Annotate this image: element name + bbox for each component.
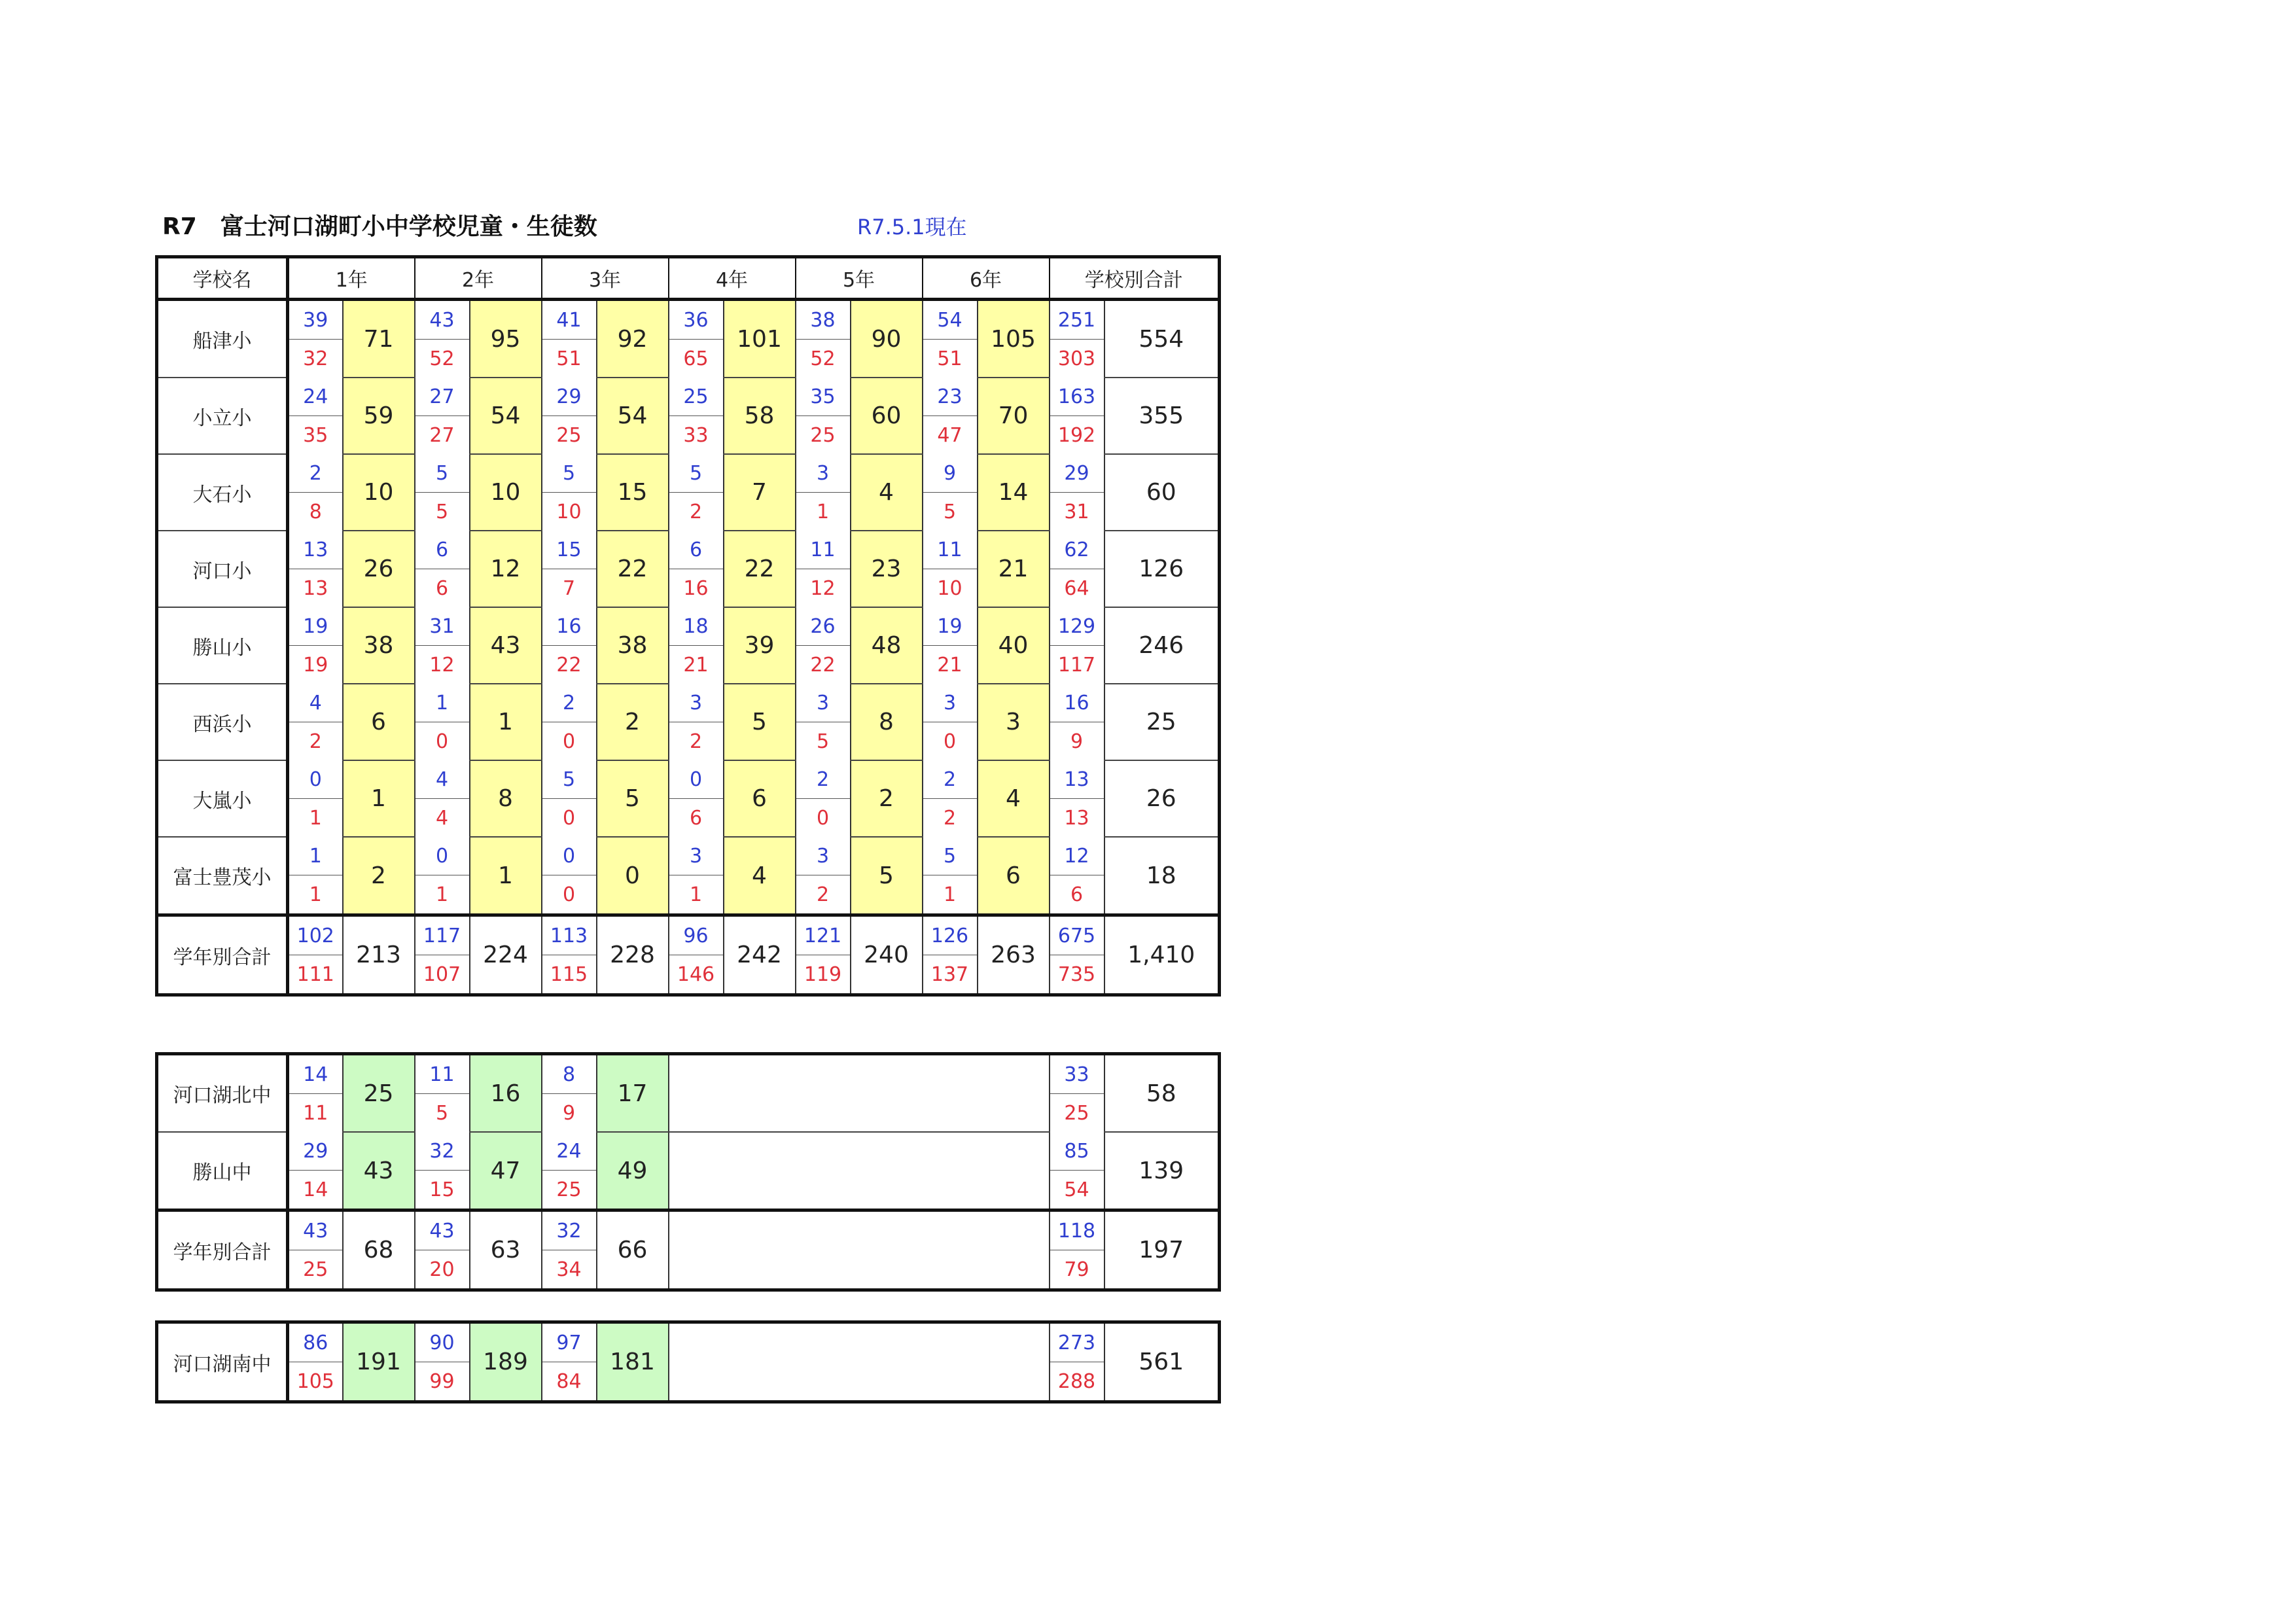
grade-total: 63 [470, 1210, 542, 1290]
grade-total: 12 [470, 531, 542, 607]
school-name: 勝山中 [157, 1132, 288, 1210]
boys-count: 0 [415, 837, 470, 875]
boys-count: 43 [415, 300, 470, 340]
girls-count: 2 [796, 875, 851, 915]
grade-total: 22 [724, 531, 796, 607]
school-name: 河口小 [157, 531, 288, 607]
school-boys-total: 273 [1050, 1322, 1104, 1362]
school-boys-total: 163 [1050, 378, 1104, 416]
table-row [157, 684, 1220, 722]
boys-count: 1 [415, 684, 470, 722]
grade-total: 38 [597, 607, 669, 684]
grade-total: 14 [978, 454, 1050, 531]
girls-count: 99 [415, 1362, 470, 1402]
table-row [157, 378, 1220, 416]
table-row-girls [157, 340, 1220, 378]
girls-count: 1 [288, 799, 343, 838]
girls-count: 107 [415, 955, 470, 995]
school-boys-total: 13 [1050, 760, 1104, 799]
grade-total: 5 [724, 684, 796, 760]
grade-total: 8 [470, 760, 542, 837]
girls-count: 1 [923, 875, 978, 915]
grade-total: 181 [597, 1322, 669, 1402]
boys-count: 5 [923, 837, 978, 875]
girls-count: 0 [542, 722, 597, 761]
grade-total: 90 [851, 300, 923, 378]
girls-count: 33 [669, 416, 724, 455]
boys-count: 41 [542, 300, 597, 340]
girls-count: 115 [542, 955, 597, 995]
as-of-date: R7.5.1現在 [857, 215, 967, 239]
boys-count: 36 [669, 300, 724, 340]
boys-count: 27 [415, 378, 470, 416]
girls-count: 6 [669, 799, 724, 838]
boys-count: 14 [288, 1054, 343, 1094]
girls-count: 7 [542, 569, 597, 608]
boys-count: 35 [796, 378, 851, 416]
grade-total: 228 [597, 915, 669, 995]
school-girls-total: 13 [1050, 799, 1104, 838]
girls-count: 52 [796, 340, 851, 378]
school-boys-total: 16 [1050, 684, 1104, 722]
grade-total: 95 [470, 300, 542, 378]
header-grade: 1年 [288, 257, 415, 300]
boys-count: 6 [415, 531, 470, 569]
girls-count: 19 [288, 646, 343, 684]
table-row [157, 607, 1220, 646]
boys-count: 54 [923, 300, 978, 340]
school-boys-total: 85 [1050, 1132, 1104, 1171]
boys-count: 23 [923, 378, 978, 416]
boys-count: 5 [542, 454, 597, 493]
girls-count: 2 [288, 722, 343, 761]
header-row [157, 257, 1220, 300]
table-row-girls [157, 875, 1220, 915]
table-row-girls [157, 416, 1220, 455]
boys-count: 0 [669, 760, 724, 799]
grade-total: 213 [343, 915, 415, 995]
girls-count: 51 [923, 340, 978, 378]
header-school-name: 学校名 [157, 257, 288, 300]
boys-count: 96 [669, 915, 724, 955]
girls-count: 5 [796, 722, 851, 761]
girls-count: 47 [923, 416, 978, 455]
girls-count: 27 [415, 416, 470, 455]
boys-count: 121 [796, 915, 851, 955]
girls-count: 1 [796, 493, 851, 531]
grade-total: 4 [851, 454, 923, 531]
school-total: 58 [1104, 1054, 1220, 1133]
school-name: 学年別合計 [157, 1210, 288, 1290]
school-name: 大石小 [157, 454, 288, 531]
boys-count: 3 [796, 837, 851, 875]
grade-total: 4 [724, 837, 796, 915]
boys-count: 11 [415, 1054, 470, 1094]
table-row-girls [157, 722, 1220, 761]
girls-count: 146 [669, 955, 724, 995]
girls-count: 16 [669, 569, 724, 608]
grade-total: 68 [343, 1210, 415, 1290]
girls-count: 9 [542, 1094, 597, 1133]
school-girls-total: 303 [1050, 340, 1104, 378]
table-row-girls [157, 955, 1220, 995]
school-girls-total: 192 [1050, 416, 1104, 455]
girls-count: 8 [288, 493, 343, 531]
grade-total: 10 [343, 454, 415, 531]
girls-count: 4 [415, 799, 470, 838]
boys-count: 11 [796, 531, 851, 569]
girls-count: 13 [288, 569, 343, 608]
school-boys-total: 118 [1050, 1210, 1104, 1250]
grade-total: 10 [470, 454, 542, 531]
table-row [157, 915, 1220, 955]
grade-total: 2 [851, 760, 923, 837]
boys-count: 24 [288, 378, 343, 416]
school-girls-total: 79 [1050, 1250, 1104, 1290]
boys-count: 3 [796, 684, 851, 722]
school-name: 船津小 [157, 300, 288, 378]
school-boys-total: 12 [1050, 837, 1104, 875]
grade-total: 17 [597, 1054, 669, 1133]
boys-count: 11 [923, 531, 978, 569]
table-row [157, 454, 1220, 493]
table-row [157, 837, 1220, 875]
boys-count: 16 [542, 607, 597, 646]
boys-count: 26 [796, 607, 851, 646]
grade-total: 26 [343, 531, 415, 607]
grade-total: 0 [597, 837, 669, 915]
grade-total: 71 [343, 300, 415, 378]
girls-count: 11 [288, 1094, 343, 1133]
school-name: 河口湖南中 [157, 1322, 288, 1402]
boys-count: 97 [542, 1322, 597, 1362]
girls-count: 119 [796, 955, 851, 995]
table-row-girls [157, 646, 1220, 684]
grade-total: 16 [470, 1054, 542, 1133]
grade-total: 240 [851, 915, 923, 995]
school-name: 大嵐小 [157, 760, 288, 837]
table-row [157, 1054, 1220, 1094]
grade-total: 58 [724, 378, 796, 454]
table-row [157, 300, 1220, 340]
grade-total: 101 [724, 300, 796, 378]
school-total: 355 [1104, 378, 1220, 454]
girls-count: 51 [542, 340, 597, 378]
grade-total: 49 [597, 1132, 669, 1210]
girls-count: 2 [669, 493, 724, 531]
boys-count: 2 [288, 454, 343, 493]
school-boys-total: 675 [1050, 915, 1104, 955]
boys-count: 29 [542, 378, 597, 416]
school-girls-total: 735 [1050, 955, 1104, 995]
grade-total: 54 [597, 378, 669, 454]
boys-count: 0 [288, 760, 343, 799]
boys-count: 15 [542, 531, 597, 569]
girls-count: 5 [415, 1094, 470, 1133]
boys-count: 2 [796, 760, 851, 799]
boys-count: 18 [669, 607, 724, 646]
girls-count: 111 [288, 955, 343, 995]
table-row [157, 531, 1220, 569]
girls-count: 10 [923, 569, 978, 608]
school-girls-total: 64 [1050, 569, 1104, 608]
girls-count: 25 [542, 416, 597, 455]
school-total: 60 [1104, 454, 1220, 531]
girls-count: 12 [415, 646, 470, 684]
girls-count: 5 [415, 493, 470, 531]
boys-count: 6 [669, 531, 724, 569]
school-girls-total: 117 [1050, 646, 1104, 684]
school-name: 学年別合計 [157, 915, 288, 995]
blank-area [669, 1132, 1050, 1210]
boys-count: 29 [288, 1132, 343, 1171]
grade-total: 43 [343, 1132, 415, 1210]
grade-total: 39 [724, 607, 796, 684]
boys-count: 5 [415, 454, 470, 493]
header-grade: 3年 [542, 257, 669, 300]
header-grade: 5年 [796, 257, 923, 300]
grade-total: 5 [851, 837, 923, 915]
boys-count: 0 [542, 837, 597, 875]
blank-area [669, 1322, 1050, 1402]
grade-total: 6 [724, 760, 796, 837]
girls-count: 1 [669, 875, 724, 915]
girls-count: 21 [669, 646, 724, 684]
girls-count: 65 [669, 340, 724, 378]
school-name: 河口湖北中 [157, 1054, 288, 1133]
girls-count: 5 [923, 493, 978, 531]
girls-count: 25 [542, 1171, 597, 1210]
grade-total: 38 [343, 607, 415, 684]
boys-count: 3 [669, 837, 724, 875]
boys-count: 90 [415, 1322, 470, 1362]
grade-total: 23 [851, 531, 923, 607]
header-grade: 6年 [923, 257, 1050, 300]
boys-count: 126 [923, 915, 978, 955]
elementary-table [155, 255, 1221, 997]
girls-count: 0 [542, 799, 597, 838]
girls-count: 0 [415, 722, 470, 761]
junior-high-table [155, 1052, 1221, 1292]
grade-total: 40 [978, 607, 1050, 684]
school-boys-total: 129 [1050, 607, 1104, 646]
grade-total: 22 [597, 531, 669, 607]
girls-count: 15 [415, 1171, 470, 1210]
grade-total: 191 [343, 1322, 415, 1402]
school-girls-total: 288 [1050, 1362, 1104, 1402]
boys-count: 32 [415, 1132, 470, 1171]
table-row-girls [157, 569, 1220, 608]
table-row [157, 1210, 1220, 1250]
table-row [157, 1132, 1220, 1171]
grade-total: 189 [470, 1322, 542, 1402]
girls-count: 52 [415, 340, 470, 378]
blank-area [669, 1054, 1050, 1133]
school-total: 26 [1104, 760, 1220, 837]
girls-count: 84 [542, 1362, 597, 1402]
grade-total: 105 [978, 300, 1050, 378]
boys-count: 8 [542, 1054, 597, 1094]
boys-count: 1 [288, 837, 343, 875]
grade-total: 5 [597, 760, 669, 837]
grade-total: 7 [724, 454, 796, 531]
boys-count: 5 [542, 760, 597, 799]
grade-total: 66 [597, 1210, 669, 1290]
girls-count: 20 [415, 1250, 470, 1290]
school-total: 197 [1104, 1210, 1220, 1290]
boys-count: 86 [288, 1322, 343, 1362]
girls-count: 0 [923, 722, 978, 761]
school-total: 126 [1104, 531, 1220, 607]
girls-count: 25 [796, 416, 851, 455]
school-total: 25 [1104, 684, 1220, 760]
boys-count: 38 [796, 300, 851, 340]
school-boys-total: 29 [1050, 454, 1104, 493]
grade-total: 4 [978, 760, 1050, 837]
boys-count: 3 [669, 684, 724, 722]
school-boys-total: 62 [1050, 531, 1104, 569]
table-row [157, 760, 1220, 799]
boys-count: 3 [796, 454, 851, 493]
boys-count: 31 [415, 607, 470, 646]
boys-count: 3 [923, 684, 978, 722]
boys-count: 4 [288, 684, 343, 722]
girls-count: 2 [923, 799, 978, 838]
girls-count: 34 [542, 1250, 597, 1290]
grade-total: 43 [470, 607, 542, 684]
girls-count: 12 [796, 569, 851, 608]
grade-total: 6 [343, 684, 415, 760]
grade-total: 59 [343, 378, 415, 454]
school-boys-total: 33 [1050, 1054, 1104, 1094]
girls-count: 25 [288, 1250, 343, 1290]
grade-total: 6 [978, 837, 1050, 915]
school-girls-total: 54 [1050, 1171, 1104, 1210]
boys-count: 19 [288, 607, 343, 646]
south-junior-high-table [155, 1320, 1221, 1403]
blank-area [669, 1210, 1050, 1290]
school-girls-total: 6 [1050, 875, 1104, 915]
school-girls-total: 31 [1050, 493, 1104, 531]
boys-count: 9 [923, 454, 978, 493]
boys-count: 113 [542, 915, 597, 955]
grade-total: 54 [470, 378, 542, 454]
boys-count: 43 [415, 1210, 470, 1250]
school-total: 1,410 [1104, 915, 1220, 995]
school-name: 富士豊茂小 [157, 837, 288, 915]
header-grade: 2年 [415, 257, 542, 300]
boys-count: 102 [288, 915, 343, 955]
girls-count: 10 [542, 493, 597, 531]
school-total: 246 [1104, 607, 1220, 684]
girls-count: 105 [288, 1362, 343, 1402]
girls-count: 14 [288, 1171, 343, 1210]
girls-count: 1 [288, 875, 343, 915]
boys-count: 4 [415, 760, 470, 799]
boys-count: 25 [669, 378, 724, 416]
grade-total: 47 [470, 1132, 542, 1210]
boys-count: 13 [288, 531, 343, 569]
grade-total: 15 [597, 454, 669, 531]
boys-count: 5 [669, 454, 724, 493]
school-name: 勝山小 [157, 607, 288, 684]
girls-count: 21 [923, 646, 978, 684]
grade-total: 8 [851, 684, 923, 760]
girls-count: 35 [288, 416, 343, 455]
grade-total: 263 [978, 915, 1050, 995]
boys-count: 24 [542, 1132, 597, 1171]
girls-count: 32 [288, 340, 343, 378]
girls-count: 22 [796, 646, 851, 684]
grade-total: 60 [851, 378, 923, 454]
grade-total: 242 [724, 915, 796, 995]
girls-count: 1 [415, 875, 470, 915]
boys-count: 2 [923, 760, 978, 799]
school-total: 18 [1104, 837, 1220, 915]
school-boys-total: 251 [1050, 300, 1104, 340]
girls-count: 137 [923, 955, 978, 995]
boys-count: 117 [415, 915, 470, 955]
boys-count: 39 [288, 300, 343, 340]
table-row-girls [157, 493, 1220, 531]
grade-total: 2 [343, 837, 415, 915]
grade-total: 70 [978, 378, 1050, 454]
grade-total: 1 [470, 684, 542, 760]
girls-count: 0 [796, 799, 851, 838]
grade-total: 92 [597, 300, 669, 378]
girls-count: 22 [542, 646, 597, 684]
grade-total: 21 [978, 531, 1050, 607]
grade-total: 25 [343, 1054, 415, 1133]
header-school-total: 学校別合計 [1050, 257, 1220, 300]
table-row-girls [157, 799, 1220, 838]
grade-total: 1 [470, 837, 542, 915]
school-total: 561 [1104, 1322, 1220, 1402]
grade-total: 3 [978, 684, 1050, 760]
school-girls-total: 9 [1050, 722, 1104, 761]
boys-count: 2 [542, 684, 597, 722]
school-name: 西浜小 [157, 684, 288, 760]
grade-total: 2 [597, 684, 669, 760]
boys-count: 19 [923, 607, 978, 646]
table-row [157, 1322, 1220, 1362]
grade-total: 1 [343, 760, 415, 837]
girls-count: 0 [542, 875, 597, 915]
boys-count: 32 [542, 1210, 597, 1250]
school-total: 139 [1104, 1132, 1220, 1210]
grade-total: 48 [851, 607, 923, 684]
school-total: 554 [1104, 300, 1220, 378]
girls-count: 2 [669, 722, 724, 761]
girls-count: 6 [415, 569, 470, 608]
boys-count: 43 [288, 1210, 343, 1250]
page-title: R7 富士河口湖町小中学校児童・生徒数 [162, 213, 597, 240]
school-girls-total: 25 [1050, 1094, 1104, 1133]
header-grade: 4年 [669, 257, 796, 300]
grade-total: 224 [470, 915, 542, 995]
school-name: 小立小 [157, 378, 288, 454]
